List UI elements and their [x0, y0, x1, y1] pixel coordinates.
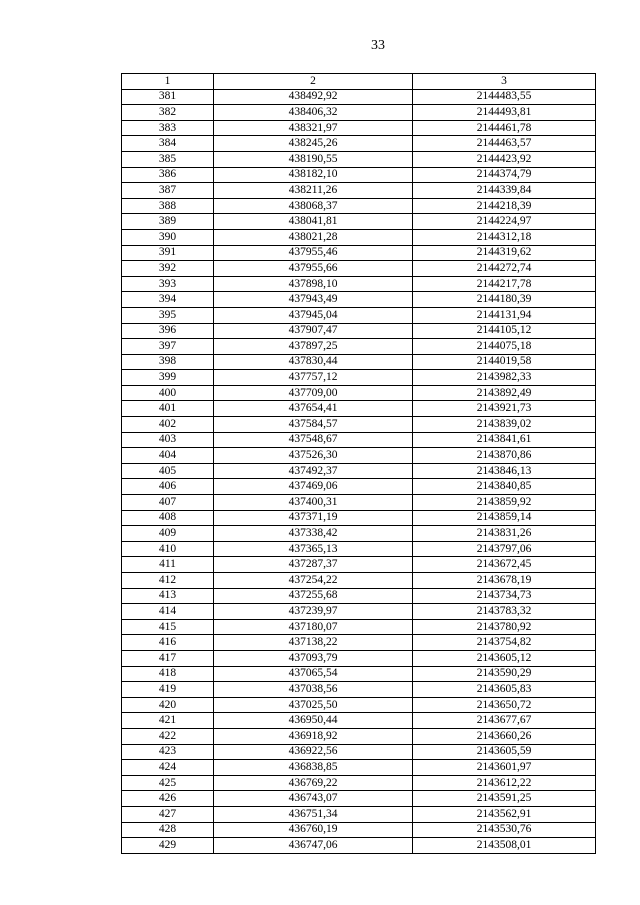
point-number-cell: 382	[122, 105, 214, 121]
y-coordinate-cell: 2144224,97	[413, 214, 596, 230]
x-coordinate-cell: 437138,22	[214, 635, 413, 651]
point-number-cell: 399	[122, 370, 214, 386]
table-row	[122, 276, 596, 292]
x-coordinate-cell: 437093,79	[214, 650, 413, 666]
x-coordinate-cell: 436747,06	[214, 838, 413, 854]
x-coordinate-cell: 437038,56	[214, 682, 413, 698]
x-coordinate-cell: 436838,85	[214, 760, 413, 776]
y-coordinate-cell: 2143605,12	[413, 650, 596, 666]
table-row	[122, 760, 596, 776]
column-header-2: 2	[214, 74, 413, 90]
y-coordinate-cell: 2143846,13	[413, 463, 596, 479]
table-row	[122, 635, 596, 651]
y-coordinate-cell: 2144423,92	[413, 151, 596, 167]
x-coordinate-cell: 437365,13	[214, 541, 413, 557]
table-row	[122, 120, 596, 136]
x-coordinate-cell: 437709,00	[214, 385, 413, 401]
y-coordinate-cell: 2143783,32	[413, 604, 596, 620]
x-coordinate-cell: 437757,12	[214, 370, 413, 386]
point-number-cell: 381	[122, 89, 214, 105]
table-row	[122, 728, 596, 744]
y-coordinate-cell: 2143612,22	[413, 775, 596, 791]
y-coordinate-cell: 2143590,29	[413, 666, 596, 682]
x-coordinate-cell: 437492,37	[214, 463, 413, 479]
table-row	[122, 822, 596, 838]
y-coordinate-cell: 2143870,86	[413, 448, 596, 464]
point-number-cell: 405	[122, 463, 214, 479]
table-row	[122, 385, 596, 401]
y-coordinate-cell: 2144493,81	[413, 105, 596, 121]
x-coordinate-cell: 436751,34	[214, 806, 413, 822]
point-number-cell: 427	[122, 806, 214, 822]
point-number-cell: 420	[122, 697, 214, 713]
point-number-cell: 385	[122, 151, 214, 167]
coordinates-table	[121, 73, 596, 854]
table-row	[122, 245, 596, 261]
table-row	[122, 806, 596, 822]
y-coordinate-cell: 2143892,49	[413, 385, 596, 401]
point-number-cell: 384	[122, 136, 214, 152]
table-row	[122, 339, 596, 355]
point-number-cell: 391	[122, 245, 214, 261]
table-row	[122, 541, 596, 557]
y-coordinate-cell: 2143797,06	[413, 541, 596, 557]
y-coordinate-cell: 2143678,19	[413, 573, 596, 589]
table-row	[122, 370, 596, 386]
table-row	[122, 183, 596, 199]
y-coordinate-cell: 2143591,25	[413, 791, 596, 807]
x-coordinate-cell: 437371,19	[214, 510, 413, 526]
x-coordinate-cell: 437943,49	[214, 292, 413, 308]
table-row	[122, 105, 596, 121]
y-coordinate-cell: 2144272,74	[413, 261, 596, 277]
x-coordinate-cell: 436769,22	[214, 775, 413, 791]
x-coordinate-cell: 437526,30	[214, 448, 413, 464]
x-coordinate-cell: 437654,41	[214, 401, 413, 417]
table-row	[122, 495, 596, 511]
y-coordinate-cell: 2144218,39	[413, 198, 596, 214]
x-coordinate-cell: 437400,31	[214, 495, 413, 511]
table-row	[122, 604, 596, 620]
y-coordinate-cell: 2143605,59	[413, 744, 596, 760]
point-number-cell: 400	[122, 385, 214, 401]
table-row	[122, 791, 596, 807]
point-number-cell: 413	[122, 588, 214, 604]
x-coordinate-cell: 437065,54	[214, 666, 413, 682]
y-coordinate-cell: 2144131,94	[413, 307, 596, 323]
point-number-cell: 404	[122, 448, 214, 464]
point-number-cell: 386	[122, 167, 214, 183]
point-number-cell: 398	[122, 354, 214, 370]
point-number-cell: 410	[122, 541, 214, 557]
table-row	[122, 323, 596, 339]
point-number-cell: 388	[122, 198, 214, 214]
x-coordinate-cell: 437584,57	[214, 417, 413, 433]
x-coordinate-cell: 437239,97	[214, 604, 413, 620]
point-number-cell: 403	[122, 432, 214, 448]
point-number-cell: 389	[122, 214, 214, 230]
table-row	[122, 682, 596, 698]
x-coordinate-cell: 437907,47	[214, 323, 413, 339]
table-row	[122, 573, 596, 589]
x-coordinate-cell: 438182,10	[214, 167, 413, 183]
point-number-cell: 387	[122, 183, 214, 199]
table-row	[122, 479, 596, 495]
point-number-cell: 406	[122, 479, 214, 495]
y-coordinate-cell: 2143859,14	[413, 510, 596, 526]
y-coordinate-cell: 2144483,55	[413, 89, 596, 105]
table-row	[122, 713, 596, 729]
point-number-cell: 423	[122, 744, 214, 760]
table-row	[122, 167, 596, 183]
y-coordinate-cell: 2143660,26	[413, 728, 596, 744]
point-number-cell: 412	[122, 573, 214, 589]
x-coordinate-cell: 437548,67	[214, 432, 413, 448]
point-number-cell: 392	[122, 261, 214, 277]
x-coordinate-cell: 437898,10	[214, 276, 413, 292]
column-header-3: 3	[413, 74, 596, 90]
table-row	[122, 744, 596, 760]
point-number-cell: 415	[122, 619, 214, 635]
x-coordinate-cell: 438406,32	[214, 105, 413, 121]
x-coordinate-cell: 438492,92	[214, 89, 413, 105]
x-coordinate-cell: 438190,55	[214, 151, 413, 167]
point-number-cell: 408	[122, 510, 214, 526]
table-header-row	[122, 74, 596, 90]
point-number-cell: 383	[122, 120, 214, 136]
table-row	[122, 526, 596, 542]
point-number-cell: 417	[122, 650, 214, 666]
x-coordinate-cell: 438321,97	[214, 120, 413, 136]
point-number-cell: 425	[122, 775, 214, 791]
point-number-cell: 418	[122, 666, 214, 682]
point-number-cell: 402	[122, 417, 214, 433]
table-row	[122, 214, 596, 230]
point-number-cell: 394	[122, 292, 214, 308]
point-number-cell: 416	[122, 635, 214, 651]
x-coordinate-cell: 438211,26	[214, 183, 413, 199]
point-number-cell: 401	[122, 401, 214, 417]
x-coordinate-cell: 438068,37	[214, 198, 413, 214]
x-coordinate-cell: 437180,07	[214, 619, 413, 635]
point-number-cell: 422	[122, 728, 214, 744]
x-coordinate-cell: 437287,37	[214, 557, 413, 573]
table-row	[122, 151, 596, 167]
point-number-cell: 411	[122, 557, 214, 573]
x-coordinate-cell: 437025,50	[214, 697, 413, 713]
x-coordinate-cell: 436760,19	[214, 822, 413, 838]
table-row	[122, 417, 596, 433]
y-coordinate-cell: 2143831,26	[413, 526, 596, 542]
y-coordinate-cell: 2143508,01	[413, 838, 596, 854]
y-coordinate-cell: 2143601,97	[413, 760, 596, 776]
x-coordinate-cell: 437945,04	[214, 307, 413, 323]
table-body	[122, 89, 596, 853]
table-row	[122, 666, 596, 682]
table-row	[122, 89, 596, 105]
y-coordinate-cell: 2143982,33	[413, 370, 596, 386]
point-number-cell: 393	[122, 276, 214, 292]
table-row	[122, 588, 596, 604]
y-coordinate-cell: 2143754,82	[413, 635, 596, 651]
point-number-cell: 409	[122, 526, 214, 542]
x-coordinate-cell: 437830,44	[214, 354, 413, 370]
x-coordinate-cell: 437338,42	[214, 526, 413, 542]
point-number-cell: 428	[122, 822, 214, 838]
x-coordinate-cell: 436743,07	[214, 791, 413, 807]
point-number-cell: 396	[122, 323, 214, 339]
y-coordinate-cell: 2144461,78	[413, 120, 596, 136]
x-coordinate-cell: 438245,26	[214, 136, 413, 152]
y-coordinate-cell: 2144374,79	[413, 167, 596, 183]
point-number-cell: 414	[122, 604, 214, 620]
y-coordinate-cell: 2143677,67	[413, 713, 596, 729]
y-coordinate-cell: 2144312,18	[413, 229, 596, 245]
y-coordinate-cell: 2144319,62	[413, 245, 596, 261]
x-coordinate-cell: 437955,46	[214, 245, 413, 261]
x-coordinate-cell: 437469,06	[214, 479, 413, 495]
table-row	[122, 619, 596, 635]
x-coordinate-cell: 437897,25	[214, 339, 413, 355]
point-number-cell: 424	[122, 760, 214, 776]
point-number-cell: 421	[122, 713, 214, 729]
y-coordinate-cell: 2144105,12	[413, 323, 596, 339]
y-coordinate-cell: 2144180,39	[413, 292, 596, 308]
y-coordinate-cell: 2143530,76	[413, 822, 596, 838]
table-row	[122, 229, 596, 245]
x-coordinate-cell: 437955,66	[214, 261, 413, 277]
table-row	[122, 198, 596, 214]
point-number-cell: 390	[122, 229, 214, 245]
table-row	[122, 775, 596, 791]
point-number-cell: 426	[122, 791, 214, 807]
table-row	[122, 697, 596, 713]
table-row	[122, 510, 596, 526]
table-row	[122, 136, 596, 152]
table-row	[122, 838, 596, 854]
y-coordinate-cell: 2143650,72	[413, 697, 596, 713]
point-number-cell: 397	[122, 339, 214, 355]
column-header-1: 1	[122, 74, 214, 90]
table-row	[122, 261, 596, 277]
point-number-cell: 407	[122, 495, 214, 511]
x-coordinate-cell: 437254,22	[214, 573, 413, 589]
point-number-cell: 419	[122, 682, 214, 698]
y-coordinate-cell: 2143859,92	[413, 495, 596, 511]
y-coordinate-cell: 2144463,57	[413, 136, 596, 152]
y-coordinate-cell: 2143734,73	[413, 588, 596, 604]
x-coordinate-cell: 438041,81	[214, 214, 413, 230]
table-row	[122, 307, 596, 323]
table-row	[122, 448, 596, 464]
x-coordinate-cell: 436922,56	[214, 744, 413, 760]
x-coordinate-cell: 436918,92	[214, 728, 413, 744]
y-coordinate-cell: 2143780,92	[413, 619, 596, 635]
y-coordinate-cell: 2143841,61	[413, 432, 596, 448]
y-coordinate-cell: 2143672,45	[413, 557, 596, 573]
y-coordinate-cell: 2143605,83	[413, 682, 596, 698]
table-row	[122, 354, 596, 370]
y-coordinate-cell: 2144217,78	[413, 276, 596, 292]
y-coordinate-cell: 2143562,91	[413, 806, 596, 822]
table-row	[122, 557, 596, 573]
x-coordinate-cell: 437255,68	[214, 588, 413, 604]
table-row	[122, 292, 596, 308]
table-row	[122, 401, 596, 417]
y-coordinate-cell: 2144075,18	[413, 339, 596, 355]
page-number: 33	[371, 38, 385, 53]
y-coordinate-cell: 2143839,02	[413, 417, 596, 433]
table-row	[122, 463, 596, 479]
table-row	[122, 432, 596, 448]
y-coordinate-cell: 2144339,84	[413, 183, 596, 199]
y-coordinate-cell: 2144019,58	[413, 354, 596, 370]
x-coordinate-cell: 436950,44	[214, 713, 413, 729]
point-number-cell: 429	[122, 838, 214, 854]
point-number-cell: 395	[122, 307, 214, 323]
y-coordinate-cell: 2143840,85	[413, 479, 596, 495]
y-coordinate-cell: 2143921,73	[413, 401, 596, 417]
x-coordinate-cell: 438021,28	[214, 229, 413, 245]
table-row	[122, 650, 596, 666]
